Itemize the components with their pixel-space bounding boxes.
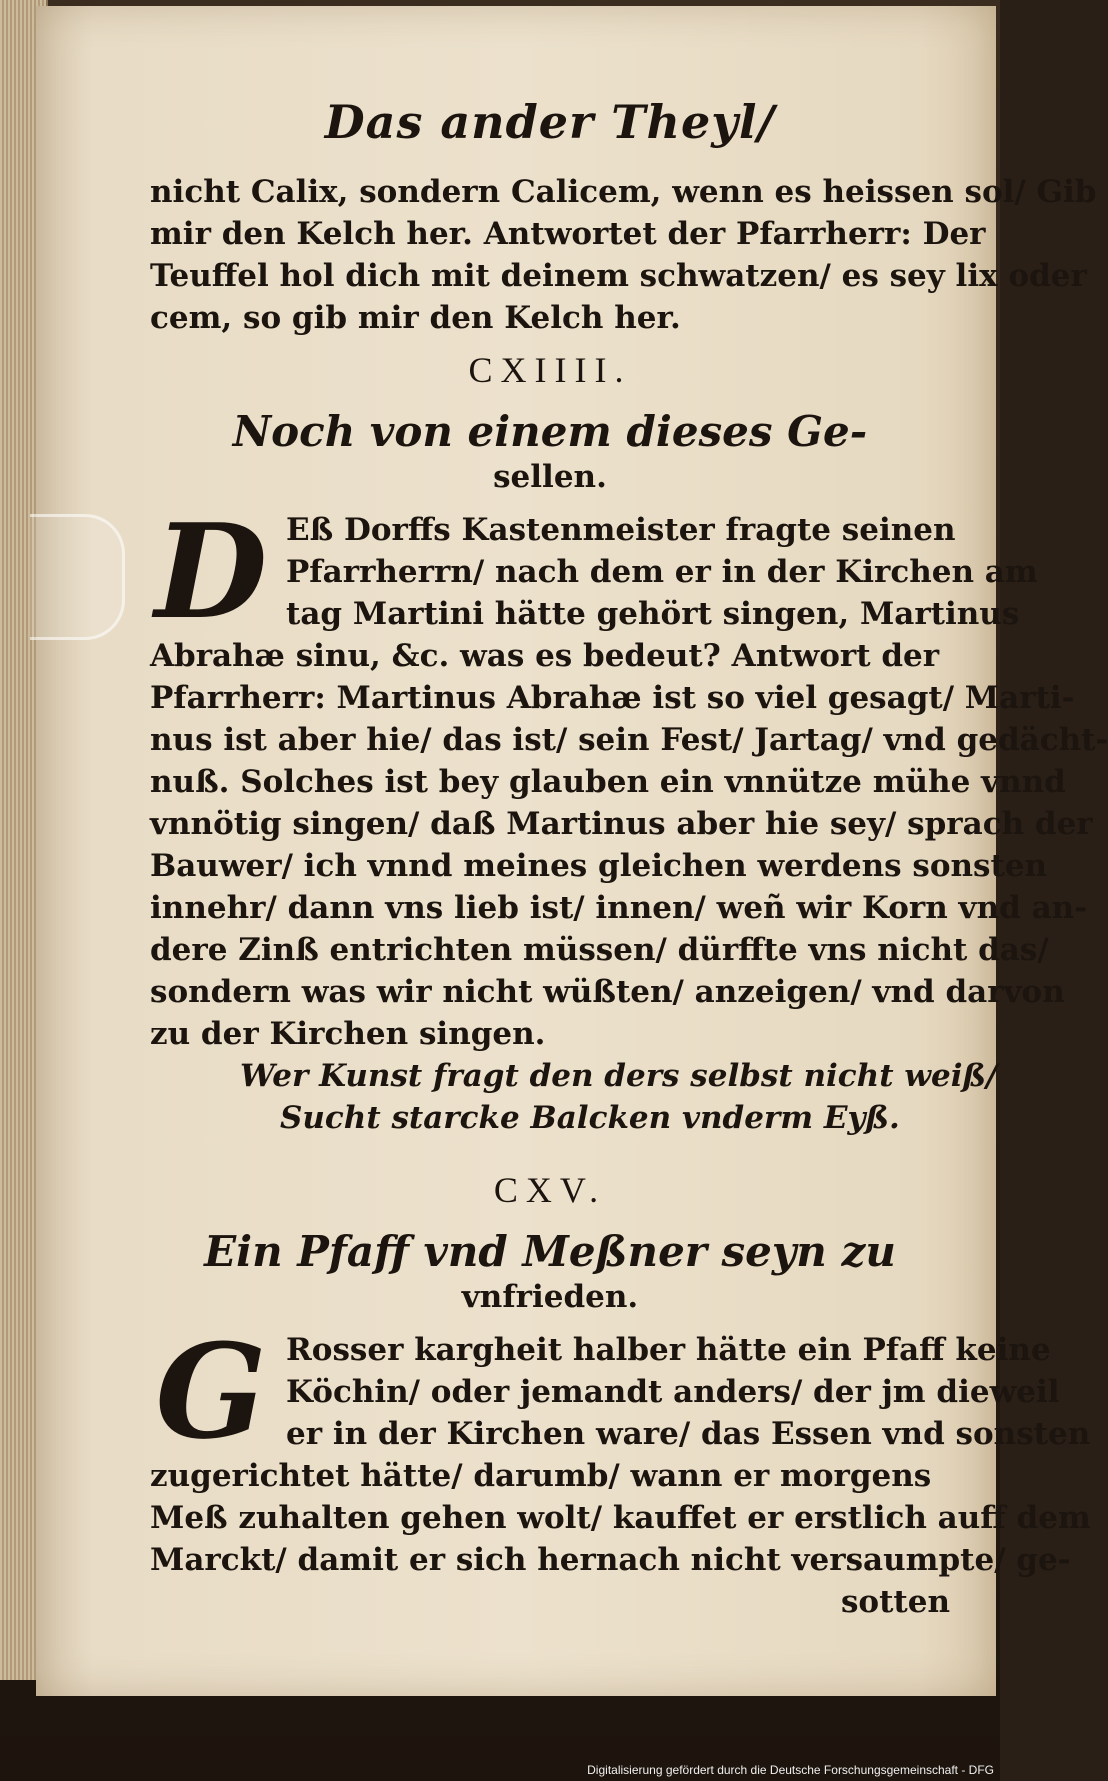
text-line: Abrahæ sinu, &c. was es bedeut? Antwort der — [150, 638, 940, 674]
text-line: tag Martini hätte gehört singen, Martinus — [286, 596, 1020, 632]
text-line: Marckt/ damit er sich hernach nicht versaumpte/ ge- — [150, 1542, 1071, 1578]
text-line: Teuffel hol dich mit deinem schwatzen/ es sey lix oder — [150, 258, 1087, 294]
chapter-paragraph — [150, 1315, 1091, 1623]
text-line: zu der Kirchen singen. — [150, 1016, 546, 1052]
chapter-number: CXIIII. — [468, 350, 632, 390]
chapter-title-cont: vnfrieden. — [461, 1279, 639, 1315]
page-text — [150, 95, 1108, 1623]
text-line: Bauwer/ ich vnnd meines gleichen werdens sonsten — [150, 848, 1048, 884]
text-line: er in der Kirchen ware/ das Essen vnd sonsten — [286, 1416, 1091, 1452]
text-line: nicht Calix, sondern Calicem, wenn es heissen sol/ Gib — [150, 174, 1097, 210]
chapter-title-cont: sellen. — [493, 459, 607, 495]
digitization-credit: Digitalisierung gefördert durch die Deutsche Forschungsgemeinschaft - DFG — [587, 1763, 994, 1777]
text-line: sondern was wir nicht wüßten/ anzeigen/ vnd darvon — [150, 974, 1065, 1010]
text-line: nuß. Solches ist bey glauben ein vnnütze mühe vnnd — [150, 764, 1066, 800]
text-line: innehr/ dann vns lieb ist/ innen/ weñ wir Korn vnd an- — [150, 890, 1088, 926]
text-line: Köchin/ oder jemandt anders/ der jm dieweil — [286, 1374, 1060, 1410]
chapter-number: CXV. — [493, 1170, 607, 1210]
text-line: Pfarrherr: Martinus Abrahæ ist so viel gesagt/ Marti- — [150, 680, 1075, 716]
text-line: vnnötig singen/ daß Martinus aber hie sey/ sprach der — [150, 806, 1093, 842]
text-line: Eß Dorffs Kastenmeister fragte seinen — [286, 512, 956, 548]
chapter-paragraph — [150, 495, 1108, 1055]
chapter-title: Ein Pfaff vnd Meßner seyn zu — [204, 1227, 896, 1276]
page-clip — [30, 514, 125, 640]
text-line: mir den Kelch her. Antwortet der Pfarrherr: Der — [150, 216, 986, 252]
text-line: Pfarrherrn/ nach dem er in der Kirchen am — [286, 554, 1038, 590]
text-line: dere Zinß entrichten müssen/ dürffte vns nicht das/ — [150, 932, 1049, 968]
text-line: Rosser kargheit halber hätte ein Pfaff keine — [286, 1332, 1051, 1368]
verse-line: Wer Kunst fragt den ders selbst nicht weiß/ — [240, 1058, 998, 1094]
drop-cap: D — [154, 495, 268, 648]
text-line: Meß zuhalten gehen wolt/ kauffet er erstlich auff dem — [150, 1500, 1091, 1536]
catchword: sotten — [840, 1584, 950, 1620]
verse-line: Sucht starcke Balcken vnderm Eyß. — [280, 1100, 900, 1136]
text-line: cem, so gib mir den Kelch her. — [150, 300, 681, 336]
text-line: nus ist aber hie/ das ist/ sein Fest/ Jartag/ vnd gedächt- — [150, 722, 1108, 758]
drop-cap: G — [155, 1315, 267, 1468]
chapter-title: Noch von einem dieses Ge- — [232, 407, 868, 456]
top-paragraph — [150, 171, 1097, 339]
running-header: Das ander Theyl/ — [324, 95, 776, 149]
text-line: zugerichtet hätte/ darumb/ wann er morgens — [150, 1458, 932, 1494]
